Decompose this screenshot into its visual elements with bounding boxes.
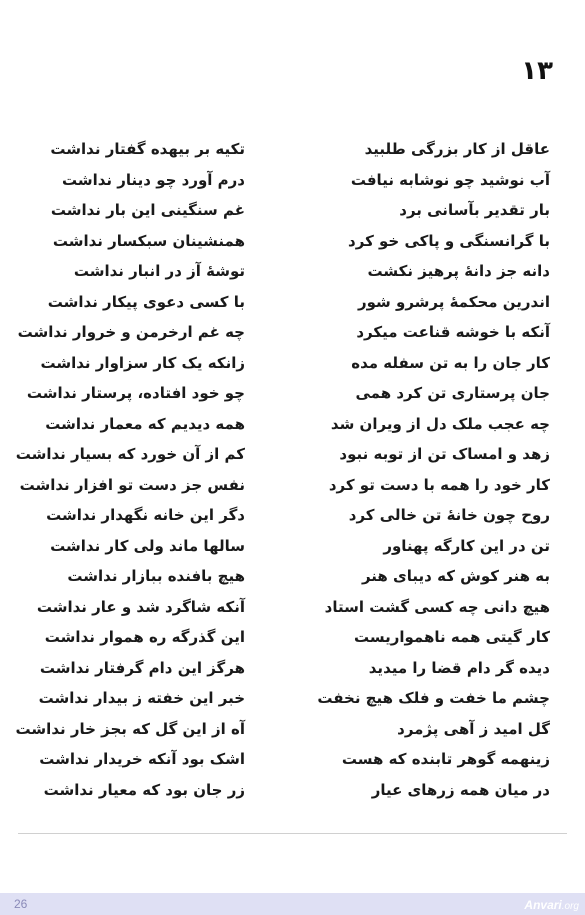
hemistich-right: روح چون خانهٔ تن خالی کرد [348, 506, 550, 524]
watermark-logo [524, 898, 579, 912]
couplet [19, 475, 555, 507]
couplet [30, 659, 555, 690]
couplet [30, 232, 555, 263]
hemistich-right: زینهمه گوهر تابنده که هست [341, 750, 550, 768]
hemistich-left: همه دیدیم که معمار نداشت [45, 414, 245, 433]
couplet [30, 750, 555, 781]
hemistich-left: خبر این خفته ز بیدار نداشت [38, 689, 245, 707]
footer-page-number: 26 [14, 897, 28, 911]
hemistich-right: کار گیتی همه ناهمواریست [353, 628, 550, 646]
couplet [30, 537, 555, 568]
hemistich-right: کار جان را به تن سفله مده [351, 353, 550, 372]
hemistich-left: کم از آن خورد که بسیار نداشت [15, 445, 245, 463]
hemistich-left: آنکه شاگرد شد و عار نداشت [36, 597, 245, 616]
hemistich-right: آنکه با خوشه قناعت میکرد [356, 323, 550, 341]
watermark-text: Anvari [524, 898, 562, 912]
hemistich-left: غم سنگینی این بار نداشت [50, 201, 245, 219]
poem [15, 140, 555, 811]
couplet [15, 445, 555, 476]
hemistich-right: تن در این کارگه پهناور [383, 536, 550, 555]
hemistich-right: زهد و امساک تن از توبه نبود [339, 445, 550, 463]
couplet [30, 689, 555, 720]
hemistich-left: چو خود افتاده، پرستار نداشت [26, 384, 245, 402]
hemistich-left: هیچ بافنده ببازار نداشت [67, 567, 245, 585]
hemistich-right: آب نوشید چو نوشابه نیافت [350, 170, 550, 189]
hemistich-right: بار تقدیر بآسانی برد [399, 201, 550, 219]
couplet [30, 628, 555, 659]
hemistich-left: دگر این خانه نگهدار نداشت [46, 506, 245, 524]
couplet [30, 415, 555, 446]
hemistich-right: در میان همه زرهای عیار [371, 780, 550, 799]
hemistich-right: به هنر کوش که دیبای هنر [361, 567, 550, 585]
hemistich-left: زر جان بود که معیار نداشت [43, 780, 245, 799]
hemistich-left: درم آورد چو دینار نداشت [61, 170, 245, 189]
hemistich-right: جان پرستاری تن کرد همی [355, 384, 550, 402]
hemistich-right: کار خود را همه با دست تو کرد [328, 475, 550, 494]
hemistich-right: اندرین محکمهٔ پرشرو شور [357, 292, 550, 311]
hemistich-left: تکیه بر بیهده گفتار نداشت [50, 140, 245, 158]
hemistich-left: این گذرگه ره هموار نداشت [44, 628, 245, 646]
couplet [30, 781, 555, 812]
divider-line [18, 833, 567, 834]
hemistich-right: دیده گر دام قضا را میدید [368, 658, 550, 677]
hemistich-left: نفس جز دست تو افزار نداشت [19, 475, 245, 494]
hemistich-left: آه از این گل که بجز خار نداشت [15, 719, 245, 738]
hemistich-left: اشک بود آنکه خریدار نداشت [39, 750, 245, 768]
hemistich-left: چه غم ارخرمن و خروار نداشت [17, 323, 245, 341]
couplet [30, 567, 555, 598]
hemistich-right: هیچ دانی چه کسی گشت استاد [324, 597, 550, 616]
couplet [30, 140, 555, 171]
couplet [30, 506, 555, 537]
couplet [30, 354, 555, 385]
hemistich-right: چشم ما خفت و فلک هیچ نخفت [317, 689, 550, 707]
couplet [15, 719, 555, 751]
couplet [17, 323, 555, 354]
hemistich-right: گل امید ز آهی پژمرد [397, 719, 550, 738]
hemistich-left: زانکه یک کار سزاوار نداشت [40, 353, 245, 372]
hemistich-right: چه عجب ملک دل از ویران شد [330, 414, 550, 433]
hemistich-left: سالها ماند ولی کار نداشت [50, 536, 245, 555]
hemistich-left: همنشینان سبکسار نداشت [52, 231, 245, 250]
couplet [30, 598, 555, 629]
footer-bar [0, 893, 585, 915]
hemistich-left: با کسی دعوی پیکار نداشت [47, 292, 245, 311]
couplet [30, 171, 555, 202]
couplet [30, 262, 555, 293]
hemistich-right: دانه جز دانهٔ پرهیز نکشت [367, 262, 550, 280]
hemistich-left: توشهٔ آز در انبار نداشت [73, 262, 245, 280]
couplet [30, 293, 555, 324]
hemistich-left: هرگز این دام گرفتار نداشت [39, 658, 245, 677]
hemistich-right: عاقل از کار بزرگی طلبید [364, 140, 550, 158]
hemistich-right: با گرانسنگی و پاکی خو کرد [348, 231, 550, 250]
watermark-tld: .org [561, 901, 579, 912]
couplet [26, 384, 555, 415]
couplet [30, 201, 555, 232]
page-number: ۱۳ [521, 56, 553, 86]
